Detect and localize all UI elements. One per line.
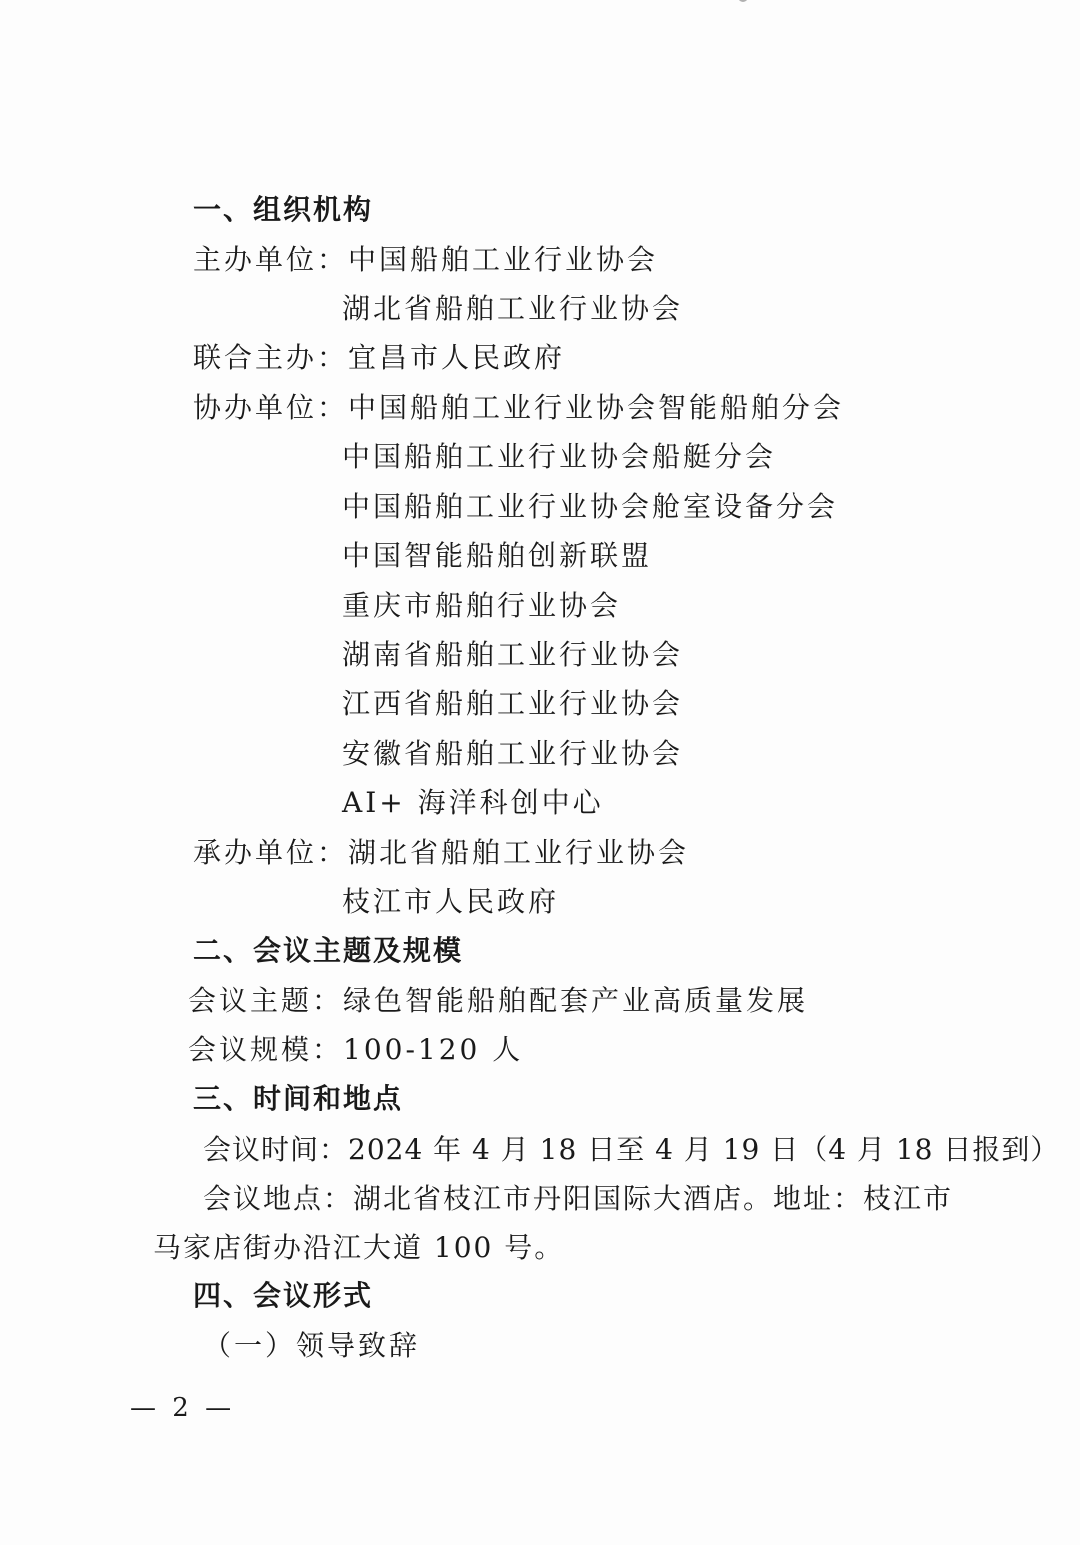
page-number: — 2 —	[130, 1393, 236, 1423]
assist-unit-2: 中国船舶工业行业协会船艇分会	[342, 440, 777, 473]
scale-label: 会议规模：	[188, 1033, 344, 1066]
scale-value: 100-120 人	[343, 1033, 524, 1066]
meeting-place-line-1: 会议地点：湖北省枝江市丹阳国际大酒店。地址：枝江市	[203, 1182, 954, 1215]
host-label: 主办单位：	[193, 243, 349, 276]
assist-unit-3: 中国船舶工业行业协会舱室设备分会	[342, 490, 839, 523]
organizer-unit-2: 枝江市人民政府	[342, 885, 560, 918]
assist-label: 协办单位：	[193, 391, 349, 424]
cohost-label: 联合主办：	[193, 341, 349, 374]
host-row	[193, 242, 658, 278]
assist-unit-6: 湖南省船舶工业行业协会	[342, 638, 684, 671]
assist-unit-7: 江西省船舶工业行业协会	[342, 687, 684, 720]
meeting-place-line-2: 马家店街办沿江大道 100 号。	[153, 1231, 565, 1264]
assist-unit-8: 安徽省船舶工业行业协会	[342, 737, 684, 770]
format-item-1: （一）领导致辞	[203, 1329, 421, 1362]
assist-unit-5: 重庆市船舶行业协会	[342, 589, 622, 622]
heading-time-place: 三、时间和地点	[193, 1082, 404, 1115]
theme-value: 绿色智能船舶配套产业高质量发展	[343, 984, 809, 1017]
organizer-label: 承办单位：	[193, 836, 349, 869]
heading-format: 四、会议形式	[193, 1279, 374, 1312]
host-unit-1: 中国船舶工业行业协会	[348, 243, 659, 276]
assist-unit-1: 中国船舶工业行业协会智能船舶分会	[348, 391, 845, 424]
cohost-unit-1: 宜昌市人民政府	[348, 341, 566, 374]
assist-row	[193, 390, 844, 426]
meeting-time: 会议时间：2024 年 4 月 18 日至 4 月 19 日（4 月 18 日报到）	[203, 1133, 1060, 1166]
heading-organization: 一、组织机构	[193, 193, 374, 226]
cohost-row	[193, 340, 565, 376]
assist-unit-9: AI+ 海洋科创中心	[342, 786, 604, 819]
theme-label: 会议主题：	[188, 984, 344, 1017]
assist-unit-4: 中国智能船舶创新联盟	[342, 539, 653, 572]
organizer-row	[193, 835, 689, 871]
organizer-unit-1: 湖北省船舶工业行业协会	[348, 836, 690, 869]
heading-theme-scale: 二、会议主题及规模	[193, 934, 464, 967]
scale-row	[188, 1032, 523, 1068]
scan-mark	[738, 0, 748, 2]
theme-row	[188, 983, 808, 1019]
host-unit-2: 湖北省船舶工业行业协会	[342, 292, 684, 325]
